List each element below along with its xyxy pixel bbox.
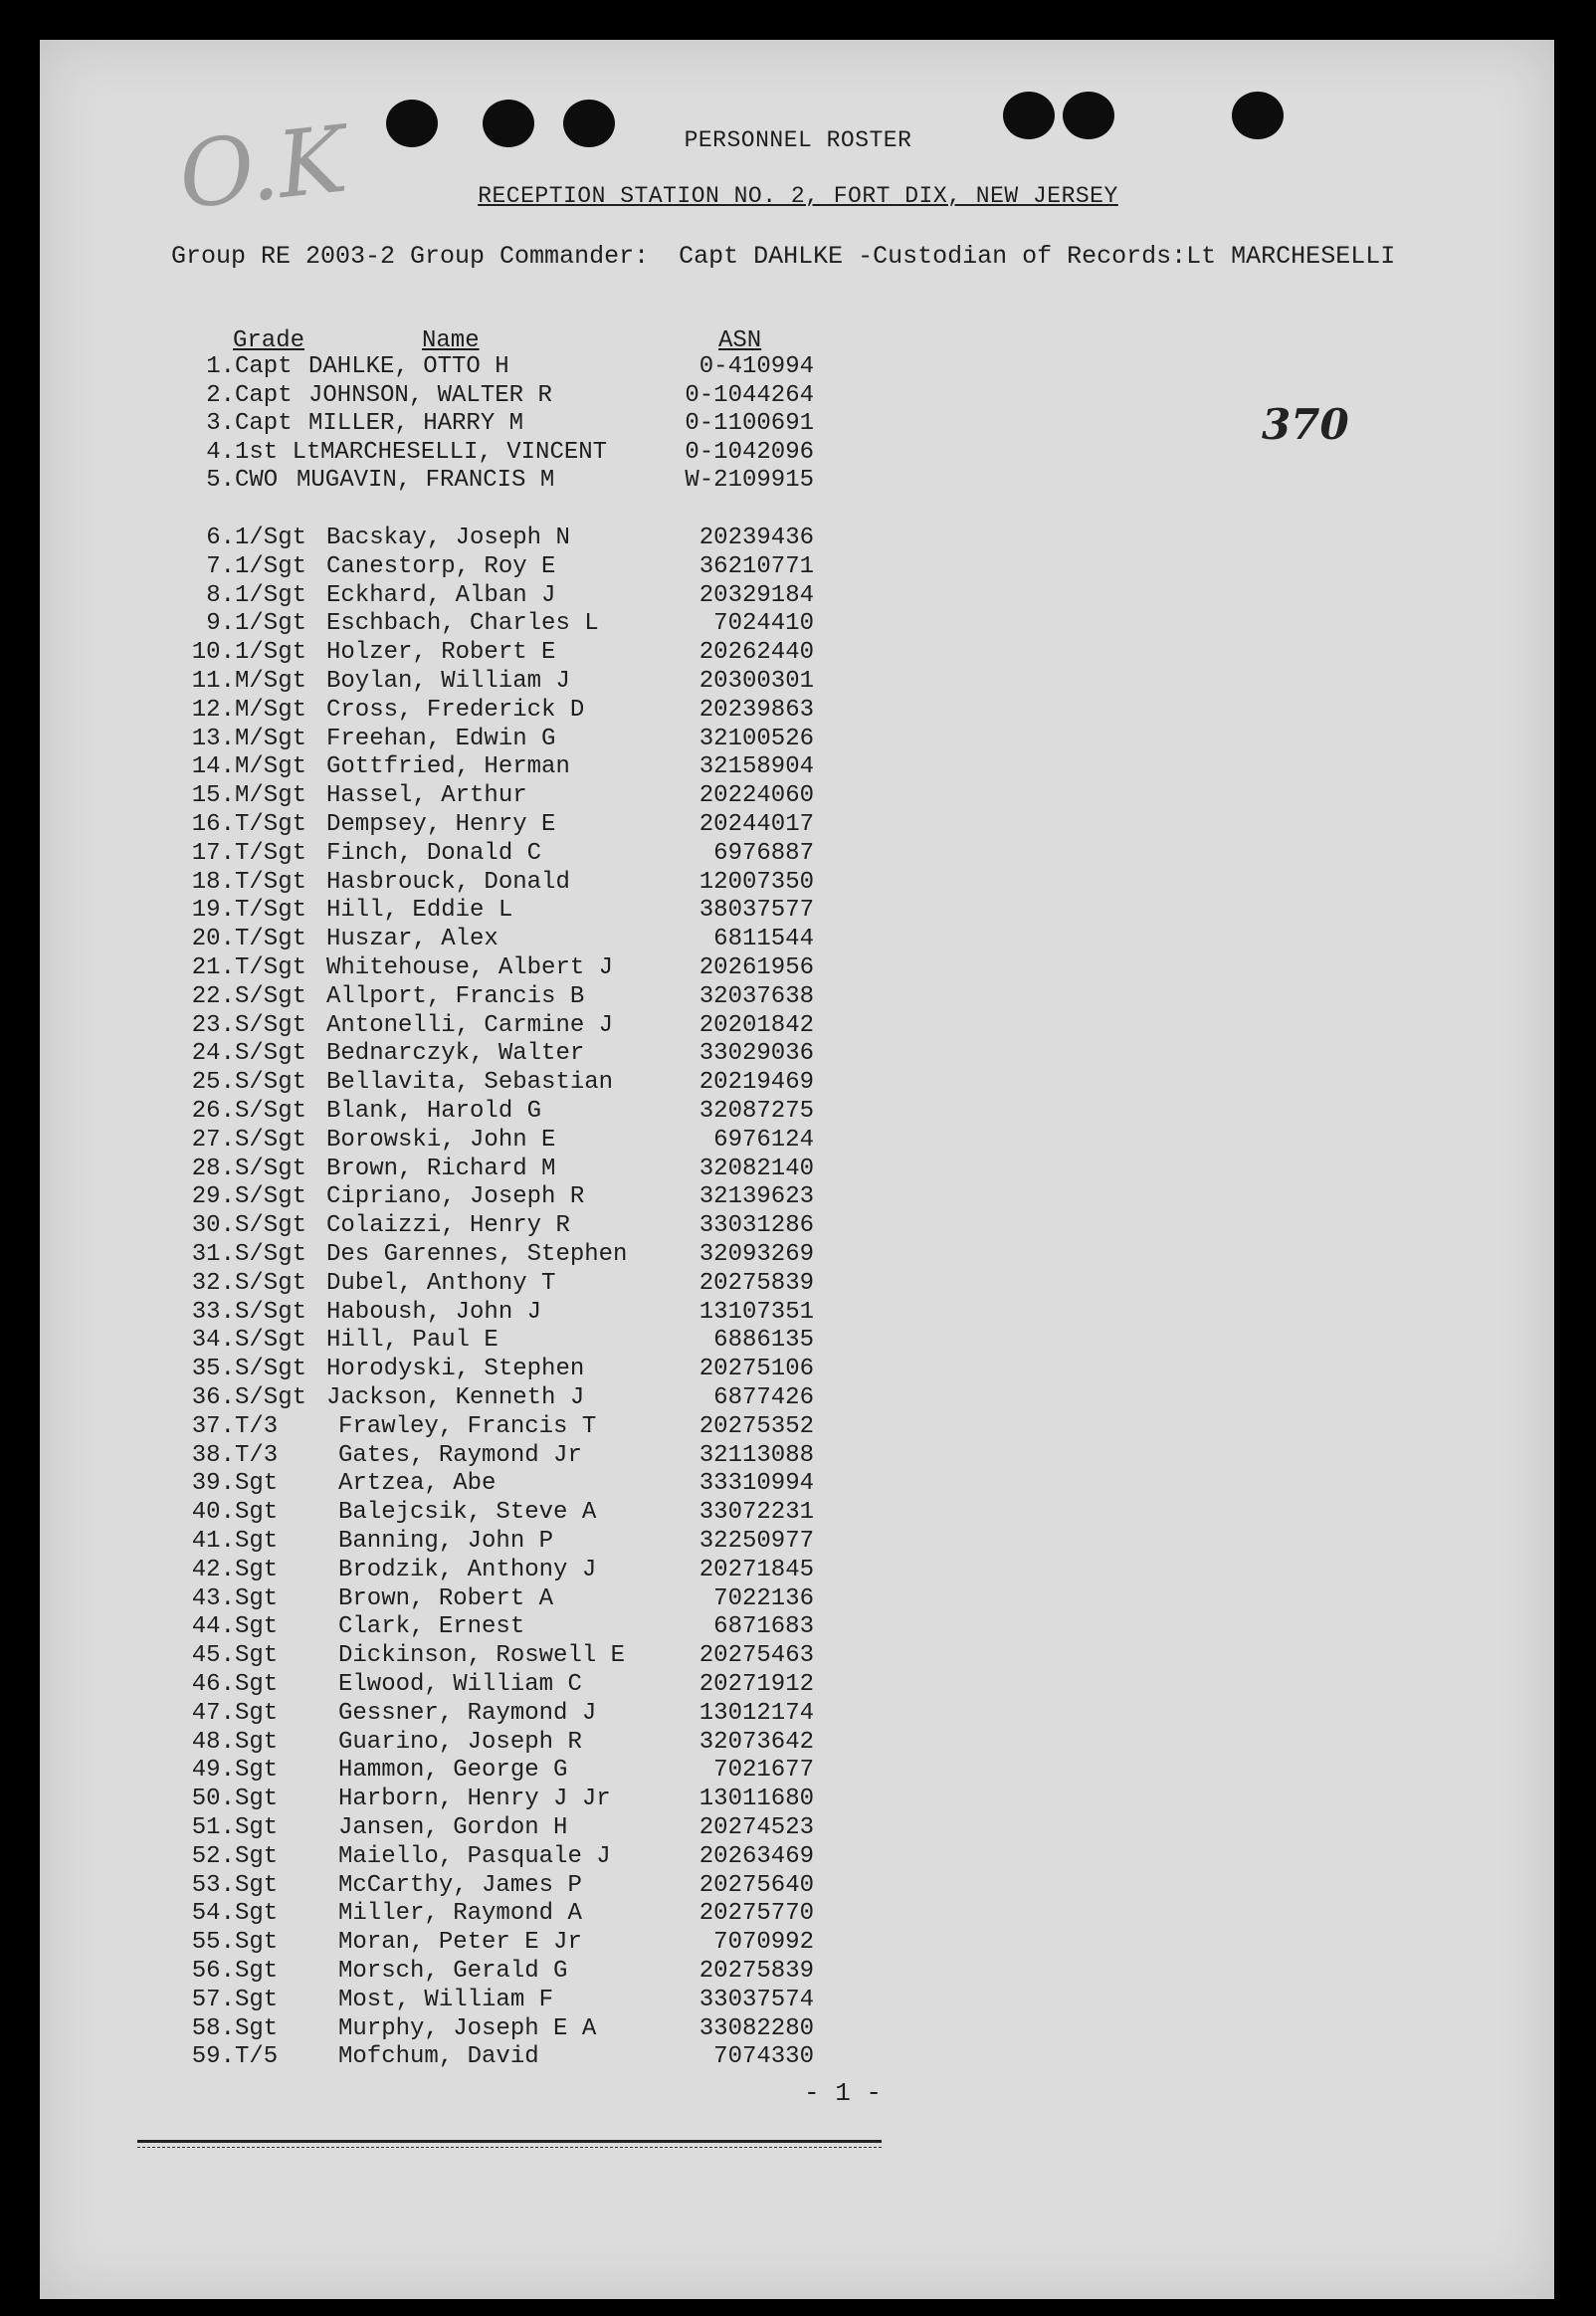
entry-name: Eschbach, Charles L xyxy=(326,610,599,638)
entry-number: 19. xyxy=(191,897,235,925)
entry-asn: 6811544 xyxy=(713,926,814,953)
entry-name: Clark, Ernest xyxy=(338,1613,525,1641)
entry-number: 13. xyxy=(191,725,235,752)
entry-name: Cross, Frederick D xyxy=(326,696,585,724)
entry-name: Balejcsik, Steve A xyxy=(338,1499,597,1527)
entry-asn: 0-1042096 xyxy=(685,438,814,466)
entry-number: 27. xyxy=(191,1126,235,1154)
entry-grade: Sgt xyxy=(235,1499,279,1527)
entry-name: Maiello, Pasquale J xyxy=(338,1842,611,1870)
entry-grade: Sgt xyxy=(235,1871,279,1899)
entry-name: Finch, Donald C xyxy=(326,839,542,867)
entry-number: 33. xyxy=(191,1298,235,1326)
entry-number: 48. xyxy=(191,1728,235,1756)
entry-asn: 20239436 xyxy=(698,525,814,551)
entry-number: 55. xyxy=(191,1929,235,1957)
entry-asn: 20274523 xyxy=(698,1814,814,1841)
entry-name: MUGAVIN, FRANCIS M xyxy=(297,467,555,494)
entry-number: 6. xyxy=(206,525,235,551)
entry-grade: Sgt xyxy=(235,1470,279,1498)
entry-number: 8. xyxy=(206,581,235,609)
entry-name: Eckhard, Alban J xyxy=(326,581,556,609)
entry-grade: Sgt xyxy=(235,1584,279,1612)
entry-name: McCarthy, James P xyxy=(338,1871,582,1899)
entry-grade: T/3 xyxy=(235,1441,279,1469)
entry-asn: 33031286 xyxy=(698,1212,814,1240)
entry-name: Holzer, Robert E xyxy=(326,639,556,667)
entry-grade: S/Sgt xyxy=(235,1269,307,1297)
entry-grade: M/Sgt xyxy=(235,696,307,724)
entry-grade: T/Sgt xyxy=(235,897,307,925)
entry-grade: Sgt xyxy=(235,1699,279,1727)
entry-grade: 1/Sgt xyxy=(235,610,307,638)
entry-grade: Sgt xyxy=(235,2014,279,2042)
entry-asn: 20275770 xyxy=(698,1900,814,1928)
entry-name: Jansen, Gordon H xyxy=(338,1814,568,1841)
entry-asn: 6976124 xyxy=(713,1126,814,1154)
entry-asn: 20263469 xyxy=(698,1842,814,1870)
entry-name: Blank, Harold G xyxy=(326,1098,542,1125)
entry-number: 57. xyxy=(191,1986,235,2013)
entry-asn: 20271845 xyxy=(698,1556,814,1583)
entry-asn: 20275839 xyxy=(698,1958,814,1985)
entry-grade: M/Sgt xyxy=(235,782,307,810)
entry-name: MILLER, HARRY M xyxy=(308,410,524,437)
entry-number: 15. xyxy=(191,782,235,810)
entry-name: Dickinson, Roswell E xyxy=(338,1642,626,1670)
entry-asn: 32158904 xyxy=(698,753,814,781)
entry-name: Brown, Robert A xyxy=(338,1584,554,1612)
entry-name: Freehan, Edwin G xyxy=(326,725,556,752)
entry-number: 36. xyxy=(191,1384,235,1411)
entry-number: 52. xyxy=(191,1842,235,1870)
entry-name: Haboush, John J xyxy=(326,1298,542,1326)
entry-asn: 32139623 xyxy=(698,1183,814,1211)
column-header-grade: Grade xyxy=(233,327,305,354)
entry-number: 47. xyxy=(191,1699,235,1727)
page-stamp-number: 370 xyxy=(1262,400,1349,449)
entry-grade: Sgt xyxy=(235,1671,279,1698)
entry-number: 37. xyxy=(191,1412,235,1440)
entry-asn: 32073642 xyxy=(698,1728,814,1756)
entry-name: Antonelli, Carmine J xyxy=(326,1011,614,1039)
entry-number: 24. xyxy=(191,1040,235,1068)
entry-grade: Sgt xyxy=(235,1757,279,1785)
entry-grade: Sgt xyxy=(235,1556,279,1583)
entry-asn: 13012174 xyxy=(698,1699,814,1727)
entry-number: 26. xyxy=(191,1098,235,1125)
entry-number: 12. xyxy=(191,696,235,724)
entry-asn: 20201842 xyxy=(698,1011,814,1039)
entry-number: 10. xyxy=(191,639,235,667)
entry-grade: 1/Sgt xyxy=(235,581,307,609)
entry-grade: S/Sgt xyxy=(235,1298,307,1326)
entry-name: Mofchum, David xyxy=(338,2043,539,2071)
entry-asn: 32100526 xyxy=(698,725,814,752)
handwritten-ok-mark: O.K xyxy=(173,105,352,230)
entry-name: Allport, Francis B xyxy=(326,982,585,1010)
document-subtitle: RECEPTION STATION NO. 2, FORT DIX, NEW JERSEY xyxy=(478,183,1118,209)
entry-number: 22. xyxy=(191,982,235,1010)
entry-name: Hammon, George G xyxy=(338,1757,568,1785)
column-header-name: Name xyxy=(422,327,480,354)
entry-name: Bacskay, Joseph N xyxy=(326,525,570,551)
entry-number: 18. xyxy=(191,868,235,896)
entry-name: Dubel, Anthony T xyxy=(326,1269,556,1297)
entry-asn: 20275352 xyxy=(698,1412,814,1440)
entry-grade: S/Sgt xyxy=(235,1155,307,1182)
entry-name: Cipriano, Joseph R xyxy=(326,1183,585,1211)
entry-name: Hasbrouck, Donald xyxy=(326,868,570,896)
entry-grade: Capt xyxy=(235,381,293,409)
entry-asn: 33072231 xyxy=(698,1499,814,1527)
entry-asn: 32093269 xyxy=(698,1241,814,1268)
entry-asn: 20275106 xyxy=(698,1356,814,1383)
entry-number: 41. xyxy=(191,1528,235,1555)
entry-asn: 12007350 xyxy=(698,868,814,896)
entry-asn: 13107351 xyxy=(698,1298,814,1326)
entry-name: Moran, Peter E Jr xyxy=(338,1929,582,1957)
entry-grade: T/Sgt xyxy=(235,926,307,953)
entry-asn: 20271912 xyxy=(698,1671,814,1698)
entry-asn: 7024410 xyxy=(713,610,814,638)
entry-asn: 20219469 xyxy=(698,1069,814,1097)
entry-name: Banning, John P xyxy=(338,1528,554,1555)
entry-grade: 1/Sgt xyxy=(235,639,307,667)
entry-number: 16. xyxy=(191,811,235,838)
entry-name: Jackson, Kenneth J xyxy=(326,1384,585,1411)
entry-number: 30. xyxy=(191,1212,235,1240)
entry-name: DAHLKE, OTTO H xyxy=(308,353,509,380)
entry-number: 58. xyxy=(191,2014,235,2042)
entry-number: 25. xyxy=(191,1069,235,1097)
entry-asn: 33310994 xyxy=(698,1470,814,1498)
entry-number: 2. xyxy=(206,381,235,409)
entry-name: Gates, Raymond Jr xyxy=(338,1441,582,1469)
entry-number: 5. xyxy=(206,467,235,494)
entry-grade: Sgt xyxy=(235,1929,279,1957)
column-header-asn: ASN xyxy=(718,327,762,354)
entry-asn: 6976887 xyxy=(713,839,814,867)
entry-name: Guarino, Joseph R xyxy=(338,1728,582,1756)
entry-grade: S/Sgt xyxy=(235,1011,307,1039)
entry-name: Boylan, William J xyxy=(326,668,570,695)
entry-asn: 7070992 xyxy=(713,1929,814,1957)
entry-number: 1. xyxy=(206,353,235,380)
entry-grade: Sgt xyxy=(235,1728,279,1756)
entry-asn: 0-1100691 xyxy=(685,410,814,437)
entry-asn: 0-410994 xyxy=(698,353,814,380)
entry-asn: 20300301 xyxy=(698,668,814,695)
entry-name: Gottfried, Herman xyxy=(326,753,570,781)
bottom-rule xyxy=(137,2140,882,2148)
entry-asn: 36210771 xyxy=(698,552,814,580)
entry-asn: 32082140 xyxy=(698,1155,814,1182)
entry-name: Horodyski, Stephen xyxy=(326,1356,585,1383)
entry-number: 38. xyxy=(191,1441,235,1469)
entry-grade: S/Sgt xyxy=(235,1241,307,1268)
entry-grade: Capt xyxy=(235,353,293,380)
entry-asn: 20275463 xyxy=(698,1642,814,1670)
entry-grade: S/Sgt xyxy=(235,1384,307,1411)
entry-grade: T/Sgt xyxy=(235,839,307,867)
entry-grade: T/3 xyxy=(235,1412,279,1440)
entry-name: Colaizzi, Henry R xyxy=(326,1212,570,1240)
entry-asn: 20239863 xyxy=(698,696,814,724)
entry-name: Miller, Raymond A xyxy=(338,1900,582,1928)
entry-name: Gessner, Raymond J xyxy=(338,1699,597,1727)
entry-asn: 7074330 xyxy=(713,2043,814,2071)
entry-grade: M/Sgt xyxy=(235,725,307,752)
entry-name: Borowski, John E xyxy=(326,1126,556,1154)
entry-asn: 32087275 xyxy=(698,1098,814,1125)
entry-number: 42. xyxy=(191,1556,235,1583)
entry-name: Elwood, William C xyxy=(338,1671,582,1698)
entry-asn: 32250977 xyxy=(698,1528,814,1555)
entry-grade: T/Sgt xyxy=(235,954,307,981)
entry-grade: Sgt xyxy=(235,1986,279,2013)
entry-number: 40. xyxy=(191,1499,235,1527)
entry-asn: 20262440 xyxy=(698,639,814,667)
entry-asn: 20224060 xyxy=(698,782,814,810)
entry-name: Canestorp, Roy E xyxy=(326,552,556,580)
entry-asn: 38037577 xyxy=(698,897,814,925)
entry-name: Morsch, Gerald G xyxy=(338,1958,568,1985)
entry-name: Most, William F xyxy=(338,1986,554,2013)
entry-name: Des Garennes, Stephen xyxy=(326,1241,628,1268)
entry-number: 45. xyxy=(191,1642,235,1670)
group-commander-line: Group RE 2003-2 Group Commander: Capt DAHLKE -Custodian of Records:Lt MARCHESELLI xyxy=(171,242,1396,271)
entry-number: 32. xyxy=(191,1269,235,1297)
entry-asn: 32037638 xyxy=(698,982,814,1010)
entry-grade: S/Sgt xyxy=(235,1126,307,1154)
entry-asn: 20329184 xyxy=(698,581,814,609)
entry-name: Brown, Richard M xyxy=(326,1155,556,1182)
entry-name: Harborn, Henry J Jr xyxy=(338,1786,611,1813)
entry-number: 11. xyxy=(191,668,235,695)
entry-name: Bednarczyk, Walter xyxy=(326,1040,585,1068)
entry-grade: Sgt xyxy=(235,1613,279,1641)
entry-grade: S/Sgt xyxy=(235,1183,307,1211)
entry-number: 9. xyxy=(206,610,235,638)
entry-grade: S/Sgt xyxy=(235,982,307,1010)
entry-asn: 20275839 xyxy=(698,1269,814,1297)
entry-number: 44. xyxy=(191,1613,235,1641)
entry-number: 51. xyxy=(191,1814,235,1841)
entry-name: Huszar, Alex xyxy=(326,926,499,953)
entry-name: Hill, Paul E xyxy=(326,1327,499,1355)
entry-grade: S/Sgt xyxy=(235,1098,307,1125)
entry-name: Hassel, Arthur xyxy=(326,782,527,810)
entry-name: Bellavita, Sebastian xyxy=(326,1069,614,1097)
entry-grade: T/5 xyxy=(235,2043,279,2071)
entry-name: JOHNSON, WALTER R xyxy=(308,381,552,409)
entry-asn: 6877426 xyxy=(713,1384,814,1411)
entry-grade: Sgt xyxy=(235,1642,279,1670)
entry-grade: 1st Lt xyxy=(235,438,321,466)
entry-number: 34. xyxy=(191,1327,235,1355)
entry-grade: T/Sgt xyxy=(235,811,307,838)
entry-number: 3. xyxy=(206,410,235,437)
entry-number: 23. xyxy=(191,1011,235,1039)
entry-grade: M/Sgt xyxy=(235,668,307,695)
entry-asn: 7022136 xyxy=(713,1584,814,1612)
entry-name: Hill, Eddie L xyxy=(326,897,513,925)
entry-asn: 13011680 xyxy=(698,1786,814,1813)
entry-grade: Sgt xyxy=(235,1814,279,1841)
page-number: - 1 - xyxy=(804,2078,883,2108)
entry-grade: Capt xyxy=(235,410,293,437)
entry-asn: 33082280 xyxy=(698,2014,814,2042)
entry-grade: Sgt xyxy=(235,1528,279,1555)
entry-name: Frawley, Francis T xyxy=(338,1412,597,1440)
entry-number: 50. xyxy=(191,1786,235,1813)
entry-asn: 20261956 xyxy=(698,954,814,981)
entry-number: 20. xyxy=(191,926,235,953)
entry-number: 7. xyxy=(206,552,235,580)
entry-number: 39. xyxy=(191,1470,235,1498)
entry-grade: 1/Sgt xyxy=(235,552,307,580)
entry-number: 35. xyxy=(191,1356,235,1383)
entry-grade: Sgt xyxy=(235,1786,279,1813)
entry-asn: 0-1044264 xyxy=(685,381,814,409)
entry-grade: Sgt xyxy=(235,1958,279,1985)
entry-number: 43. xyxy=(191,1584,235,1612)
entry-asn: 20275640 xyxy=(698,1871,814,1899)
entry-asn: 6871683 xyxy=(713,1613,814,1641)
entry-number: 29. xyxy=(191,1183,235,1211)
entry-name: Brodzik, Anthony J xyxy=(338,1556,597,1583)
entry-asn: 32113088 xyxy=(698,1441,814,1469)
entry-number: 4. xyxy=(206,438,235,466)
entry-asn: 20244017 xyxy=(698,811,814,838)
entry-grade: S/Sgt xyxy=(235,1212,307,1240)
entry-name: Artzea, Abe xyxy=(338,1470,497,1498)
entry-number: 17. xyxy=(191,839,235,867)
entry-name: Dempsey, Henry E xyxy=(326,811,556,838)
document-title: PERSONNEL ROSTER xyxy=(684,127,912,153)
entry-number: 56. xyxy=(191,1958,235,1985)
entry-grade: M/Sgt xyxy=(235,753,307,781)
entry-name: Whitehouse, Albert J xyxy=(326,954,614,981)
entry-asn: 7021677 xyxy=(713,1757,814,1785)
entry-number: 59. xyxy=(191,2043,235,2071)
entry-number: 49. xyxy=(191,1757,235,1785)
entry-number: 14. xyxy=(191,753,235,781)
entry-grade: S/Sgt xyxy=(235,1040,307,1068)
entry-number: 53. xyxy=(191,1871,235,1899)
entry-grade: S/Sgt xyxy=(235,1327,307,1355)
entry-grade: S/Sgt xyxy=(235,1356,307,1383)
entry-asn: 6886135 xyxy=(713,1327,814,1355)
entry-grade: 1/Sgt xyxy=(235,525,307,551)
entry-grade: Sgt xyxy=(235,1900,279,1928)
entry-number: 28. xyxy=(191,1155,235,1182)
entry-grade: CWO xyxy=(235,467,279,494)
entry-grade: S/Sgt xyxy=(235,1069,307,1097)
entry-asn: 33029036 xyxy=(698,1040,814,1068)
entry-name: Murphy, Joseph E A xyxy=(338,2014,597,2042)
entry-number: 54. xyxy=(191,1900,235,1928)
entry-grade: T/Sgt xyxy=(235,868,307,896)
entry-grade: Sgt xyxy=(235,1842,279,1870)
entry-number: 46. xyxy=(191,1671,235,1698)
entry-number: 21. xyxy=(191,954,235,981)
entry-asn: W-2109915 xyxy=(685,467,814,494)
entry-asn: 33037574 xyxy=(698,1986,814,2013)
entry-name: MARCHESELLI, VINCENT xyxy=(320,438,608,466)
entry-number: 31. xyxy=(191,1241,235,1268)
